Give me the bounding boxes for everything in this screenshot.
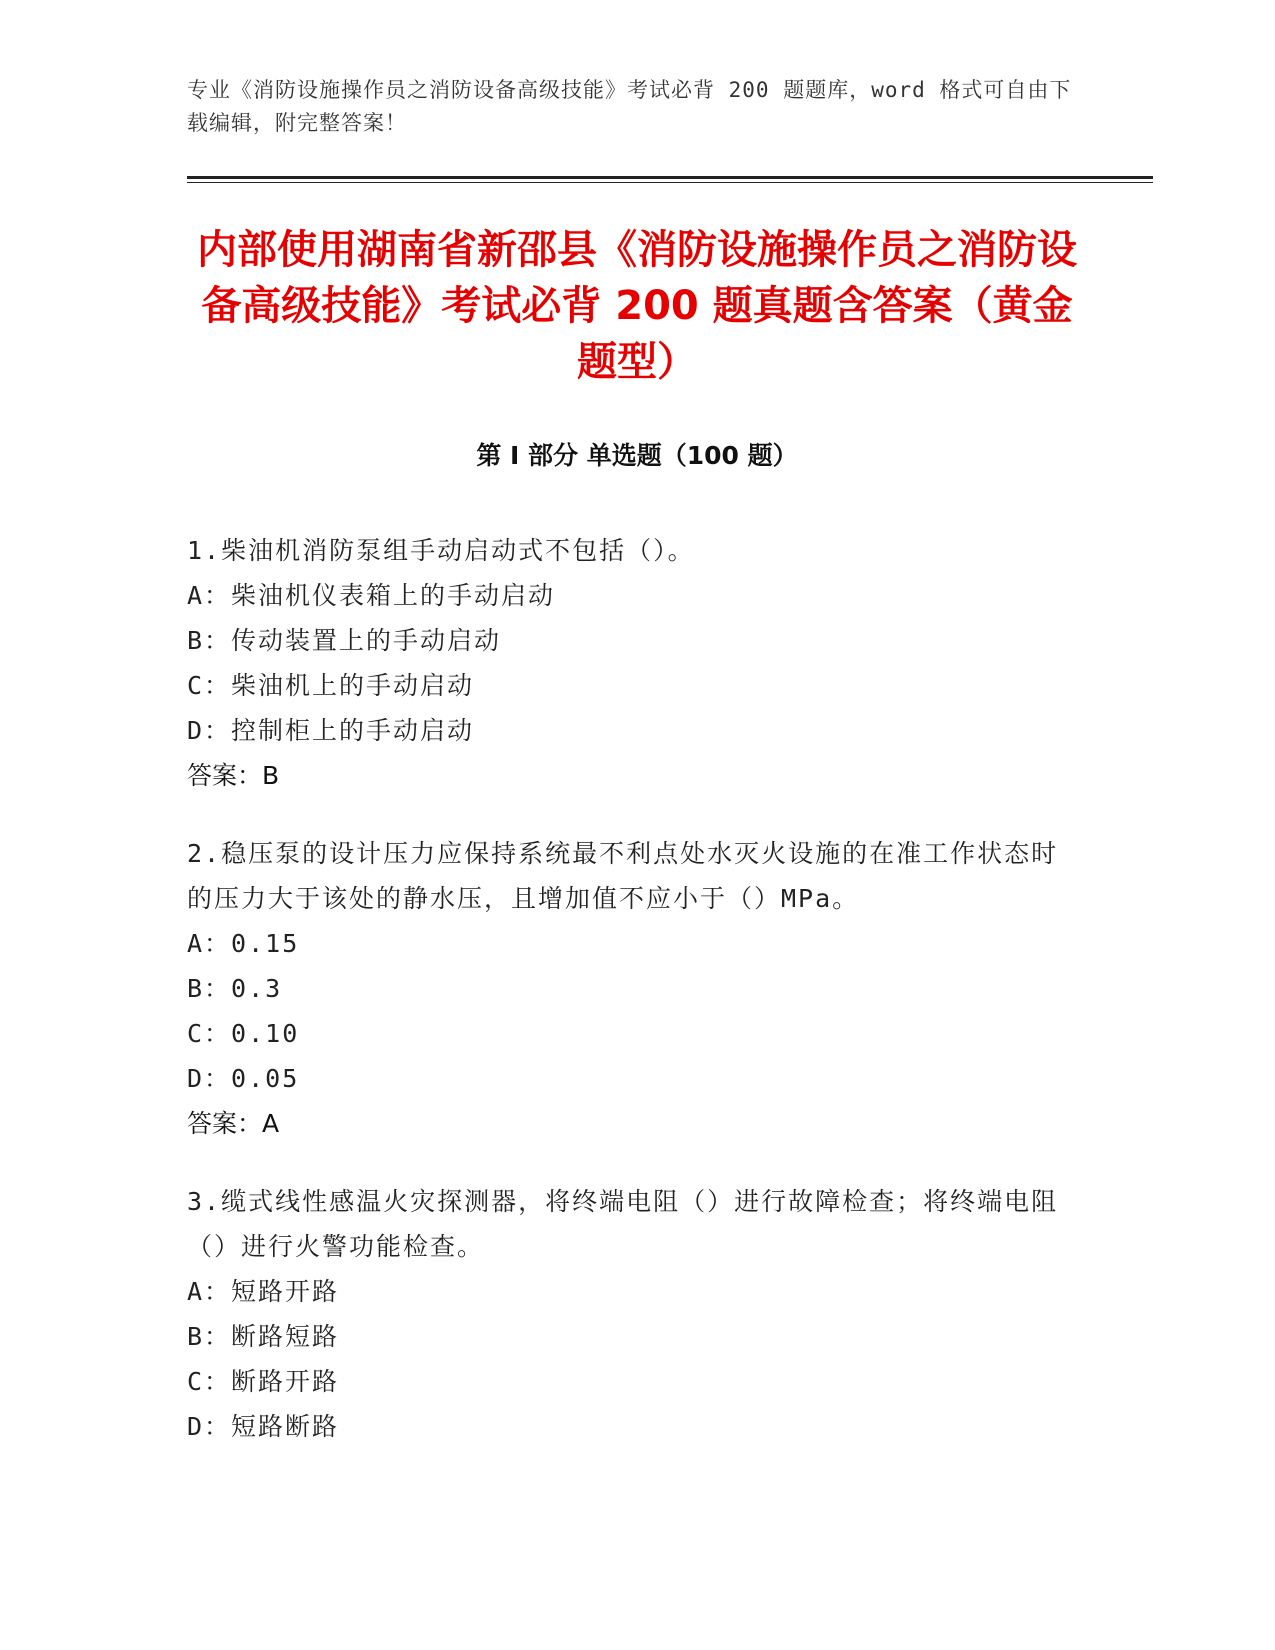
option-b: B：传动装置上的手动启动: [187, 626, 502, 655]
option-a: A：0.15: [187, 929, 300, 958]
option-c: C：柴油机上的手动启动: [187, 671, 475, 700]
question-list: [187, 528, 1067, 1482]
question-2: [187, 831, 1067, 1146]
answer-label: 答案：A: [187, 1109, 280, 1138]
option-d: D：0.05: [187, 1064, 300, 1093]
option-d: D：短路断路: [187, 1412, 340, 1441]
option-a: A：短路开路: [187, 1277, 340, 1306]
document-title: 内部使用湖南省新邵县《消防设施操作员之消防设备高级技能》考试必背 200 题真题含答案（黄金题型）: [197, 227, 1077, 385]
option-b: B：断路短路: [187, 1322, 340, 1351]
option-d: D：控制柜上的手动启动: [187, 716, 475, 745]
question-text: 2.稳压泵的设计压力应保持系统最不利点处水灭火设施的在准工作状态时的压力大于该处的静水压，且增加值不应小于（）MPa。: [187, 839, 1059, 913]
option-a: A：柴油机仪表箱上的手动启动: [187, 581, 556, 610]
header-note: 专业《消防设施操作员之消防设备高级技能》考试必背 200 题题库，word 格式可自由下载编辑，附完整答案！: [187, 78, 1072, 135]
question-text: 3.缆式线性感温火灾探测器，将终端电阻（）进行故障检查；将终端电阻（）进行火警功能检查。: [187, 1187, 1059, 1261]
section-title: 第 I 部分 单选题（100 题）: [476, 441, 798, 470]
answer-label: 答案：B: [187, 761, 280, 790]
question-text: 1.柴油机消防泵组手动启动式不包括（）。: [187, 536, 695, 565]
question-1: [187, 528, 1067, 798]
option-c: C：0.10: [187, 1019, 300, 1048]
option-b: B：0.3: [187, 974, 283, 1003]
option-c: C：断路开路: [187, 1367, 340, 1396]
question-3: [187, 1179, 1067, 1449]
header-divider-thick: [187, 176, 1153, 179]
header-divider-thin: [187, 182, 1153, 183]
